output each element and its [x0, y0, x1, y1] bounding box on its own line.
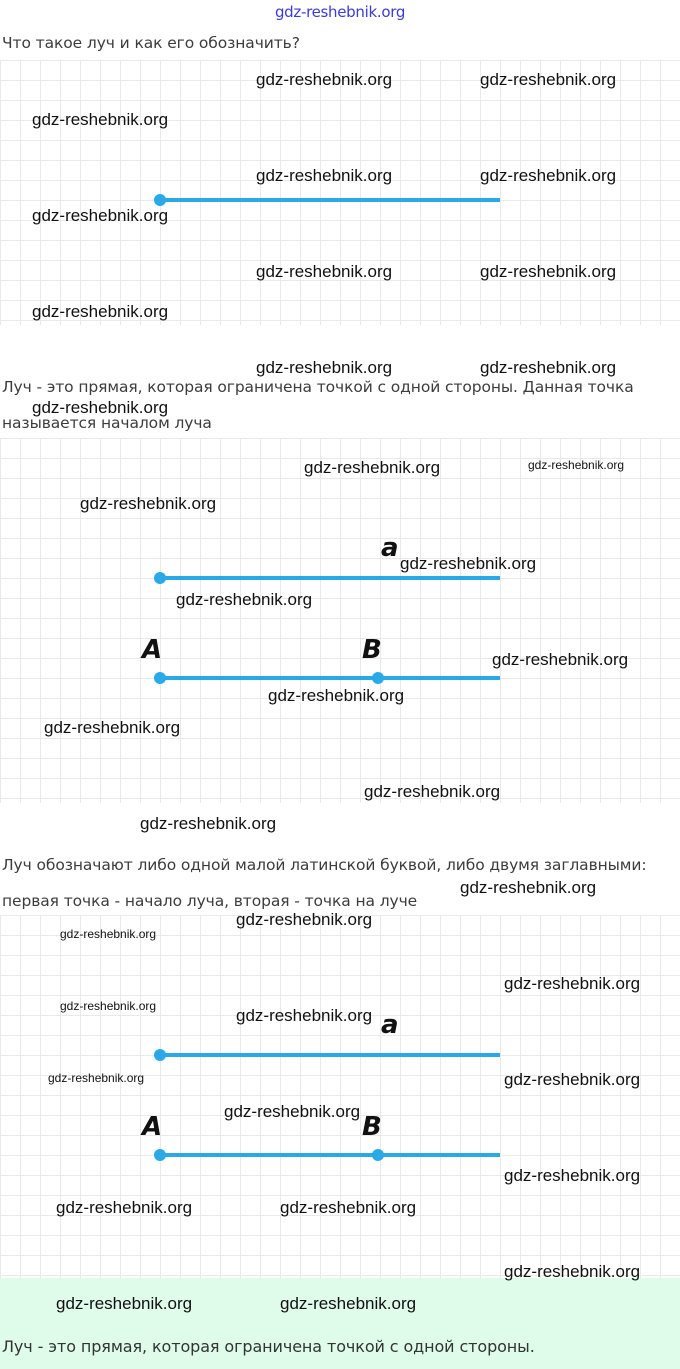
watermark: gdz-reshebnik.org — [32, 206, 169, 225]
watermark: gdz-reshebnik.org — [528, 458, 625, 472]
watermark: gdz-reshebnik.org — [256, 166, 393, 185]
label-B: B — [362, 635, 382, 665]
watermark: gdz-reshebnik.org — [504, 974, 641, 993]
watermark: gdz-reshebnik.org — [236, 910, 373, 929]
watermark: gdz-reshebnik.org — [280, 1198, 417, 1217]
answer-point-A — [154, 1149, 166, 1161]
figure-ray-grid — [0, 60, 680, 325]
watermark: gdz-reshebnik.org — [492, 650, 629, 669]
figure-answer-grid — [0, 915, 680, 1280]
figure-answer-svg — [0, 915, 680, 1280]
definition-line-2: называется началом луча — [2, 414, 212, 432]
watermark: gdz-reshebnik.org — [256, 262, 393, 281]
watermark: gdz-reshebnik.org — [32, 302, 169, 321]
watermark: gdz-reshebnik.org — [504, 1070, 641, 1089]
watermark: gdz-reshebnik.org — [48, 1071, 145, 1085]
answer-label-a: a — [381, 1010, 399, 1040]
notation-line-2: первая точка - начало луча, вторая - точка на луче — [2, 892, 418, 910]
figure-notation-grid — [0, 438, 680, 803]
watermark: gdz-reshebnik.org — [176, 590, 313, 609]
watermark: gdz-reshebnik.org — [480, 358, 617, 377]
watermark: gdz-reshebnik.org — [60, 927, 157, 941]
watermark: gdz-reshebnik.org — [256, 70, 393, 89]
answer-label-B: B — [362, 1112, 382, 1142]
watermark: gdz-reshebnik.org — [32, 110, 169, 129]
watermark: gdz-reshebnik.org — [480, 166, 617, 185]
point-B — [372, 672, 384, 684]
label-A: A — [142, 635, 163, 665]
answer-ray-a-origin-point — [154, 1049, 166, 1061]
watermark: gdz-reshebnik.org — [60, 999, 157, 1013]
watermark: gdz-reshebnik.org — [256, 358, 393, 377]
answer-label-A: A — [142, 1112, 163, 1142]
notation-line-1: Луч обозначают либо одной малой латинской буквой, либо двумя заглавными: — [2, 856, 647, 874]
watermark: gdz-reshebnik.org — [480, 262, 617, 281]
watermark: gdz-reshebnik.org — [44, 718, 181, 737]
watermark: gdz-reshebnik.org — [480, 70, 617, 89]
watermark: gdz-reshebnik.org — [460, 878, 597, 897]
watermark: gdz-reshebnik.org — [224, 1102, 361, 1121]
answer-point-B — [372, 1149, 384, 1161]
watermark: gdz-reshebnik.org — [304, 458, 441, 477]
watermark: gdz-reshebnik.org — [32, 398, 169, 417]
watermark: gdz-reshebnik.org — [504, 1166, 641, 1185]
watermark: gdz-reshebnik.org — [280, 1294, 417, 1313]
answer-text: Луч - это прямая, которая ограничена точкой с одной стороны. — [2, 1337, 535, 1356]
watermark: gdz-reshebnik.org — [504, 1262, 641, 1281]
watermark: gdz-reshebnik.org — [80, 494, 217, 513]
figure-ray-svg — [0, 60, 680, 325]
question-text: Что такое луч и как его обозначить? — [2, 34, 300, 52]
watermark: gdz-reshebnik.org — [400, 554, 537, 573]
ray-a-origin-point — [154, 572, 166, 584]
definition-line-1: Луч - это прямая, которая ограничена точкой с одной стороны. Данная точка — [2, 378, 634, 396]
watermark: gdz-reshebnik.org — [56, 1198, 193, 1217]
site-header-link[interactable]: gdz-reshebnik.org — [274, 3, 406, 21]
watermark: gdz-reshebnik.org — [140, 814, 277, 833]
label-a: a — [381, 533, 399, 563]
watermark: gdz-reshebnik.org — [236, 1006, 373, 1025]
figure-notation-svg — [0, 438, 680, 803]
point-A — [154, 672, 166, 684]
watermark: gdz-reshebnik.org — [56, 1294, 193, 1313]
watermark: gdz-reshebnik.org — [268, 686, 405, 705]
watermark: gdz-reshebnik.org — [364, 782, 501, 801]
ray-origin-point — [154, 194, 166, 206]
